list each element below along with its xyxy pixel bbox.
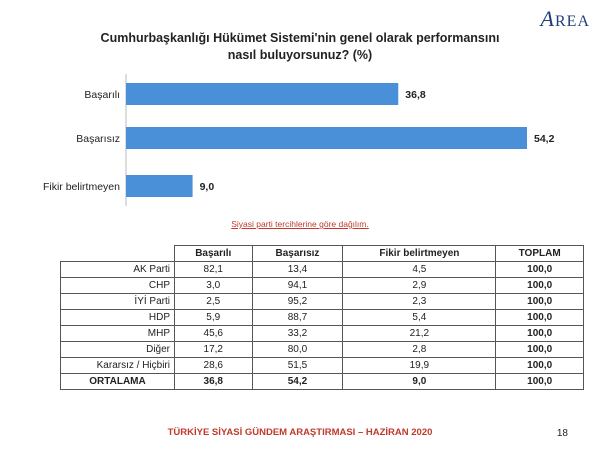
- table-cell: 94,1: [252, 278, 343, 294]
- chart-title-line-1: Cumhurbaşkanlığı Hükümet Sistemi'nin genel olarak performansını: [100, 31, 500, 45]
- area-logo: AREA: [540, 6, 590, 31]
- table-cell: 100,0: [496, 278, 584, 294]
- table-cell: 5,9: [175, 310, 253, 326]
- table-cell: 80,0: [252, 342, 343, 358]
- party-breakdown-table: [60, 245, 584, 390]
- table-row-label: CHP: [61, 278, 175, 294]
- table-row: [61, 310, 584, 326]
- table-cell: 13,4: [252, 262, 343, 278]
- table-cell: 17,2: [175, 342, 253, 358]
- table-row: [61, 342, 584, 358]
- table-cell: 4,5: [343, 262, 496, 278]
- value-label-2: 9,0: [199, 181, 215, 193]
- table-header-basarili: Başarılı: [175, 246, 253, 262]
- category-label-2: Fikir belirtmeyen: [42, 181, 120, 193]
- value-label-1: 54,2: [534, 133, 555, 145]
- category-label-1: Başarısız: [76, 133, 120, 145]
- chart-title: [70, 30, 530, 64]
- table-average-cell: 36,8: [175, 374, 253, 390]
- table-header-fikir: Fikir belirtmeyen: [343, 246, 496, 262]
- table-row: [61, 326, 584, 342]
- page-number: 18: [556, 428, 568, 439]
- table-header-basarisiz: Başarısız: [252, 246, 343, 262]
- table-row-label: MHP: [61, 326, 175, 342]
- table-row: [61, 278, 584, 294]
- table-average-label: ORTALAMA: [61, 374, 175, 390]
- table-header-blank: [61, 246, 175, 262]
- category-label-0: Başarılı: [84, 89, 120, 101]
- table-header-toplam: TOPLAM: [496, 246, 584, 262]
- table-cell: 51,5: [252, 358, 343, 374]
- table-average-cell: 100,0: [496, 374, 584, 390]
- table-cell: 100,0: [496, 342, 584, 358]
- table-cell: 3,0: [175, 278, 253, 294]
- table-cell: 100,0: [496, 326, 584, 342]
- table-cell: 2,3: [343, 294, 496, 310]
- table-header-row: [61, 246, 584, 262]
- table-row: [61, 294, 584, 310]
- table-row: [61, 358, 584, 374]
- table-cell: 100,0: [496, 262, 584, 278]
- table-cell: 21,2: [343, 326, 496, 342]
- table-cell: 100,0: [496, 358, 584, 374]
- footer-title: TÜRKİYE SİYASİ GÜNDEM ARAŞTIRMASI – HAZİRAN 2020: [167, 427, 433, 438]
- table-cell: 5,4: [343, 310, 496, 326]
- table-row: [61, 262, 584, 278]
- table-cell: 19,9: [343, 358, 496, 374]
- table-note: Siyasi parti tercihlerine göre dağılım.: [231, 219, 369, 229]
- table-cell: 100,0: [496, 310, 584, 326]
- value-label-0: 36,8: [405, 89, 426, 101]
- table-cell: 82,1: [175, 262, 253, 278]
- table-cell: 28,6: [175, 358, 253, 374]
- table-cell: 2,9: [343, 278, 496, 294]
- table-row-label: İYİ Parti: [61, 294, 175, 310]
- table-cell: 33,2: [252, 326, 343, 342]
- table-average-row: [61, 374, 584, 390]
- table-cell: 95,2: [252, 294, 343, 310]
- table-cell: 100,0: [496, 294, 584, 310]
- table-row-label: Kararsız / Hiçbiri: [61, 358, 175, 374]
- chart-title-line-2: nasıl buluyorsunuz? (%): [227, 48, 373, 62]
- bar-chart: [0, 70, 600, 210]
- table-row-label: HDP: [61, 310, 175, 326]
- table-cell: 88,7: [252, 310, 343, 326]
- bar-1: [126, 127, 527, 149]
- table-row-label: Diğer: [61, 342, 175, 358]
- table-average-cell: 54,2: [252, 374, 343, 390]
- table-cell: 2,8: [343, 342, 496, 358]
- table-average-cell: 9,0: [343, 374, 496, 390]
- table-cell: 2,5: [175, 294, 253, 310]
- table-row-label: AK Parti: [61, 262, 175, 278]
- bar-2: [126, 175, 193, 197]
- bar-0: [126, 83, 398, 105]
- table-cell: 45,6: [175, 326, 253, 342]
